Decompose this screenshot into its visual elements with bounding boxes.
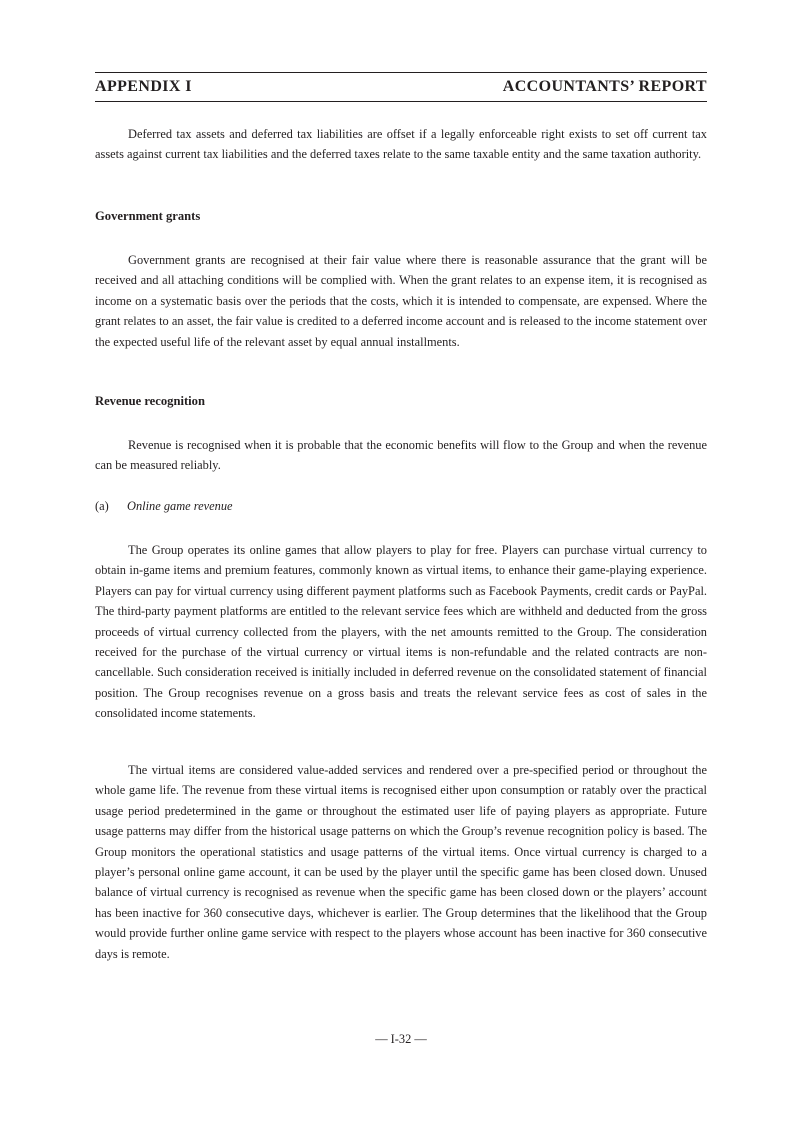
subheading-online-game-revenue bbox=[95, 499, 233, 514]
subheading-number: (a) bbox=[95, 499, 109, 513]
header-report-title: ACCOUNTANTS’ REPORT bbox=[502, 78, 707, 95]
page-number: — I-32 — bbox=[375, 1032, 427, 1046]
paragraph-deferred-tax: Deferred tax assets and deferred tax liabilities are offset if a legally enforceable right exists to set off current tax assets against current tax liabilities and the deferred taxes relate to the same taxable entity and the same taxation authority. bbox=[95, 127, 707, 162]
heading-government-grants: Government grants bbox=[95, 209, 201, 223]
paragraph-government-grants: Government grants are recognised at their fair value where there is reasonable assurance that the grant will be received and all attaching conditions will be complied with. When the grant relates to an expense item, it is recognised as income on a systematic basis over the periods that the costs, which it is intended to compensate, are expensed. Where the grant relates to an asset, the fair value is credited to a deferred income account and is released to the income statement over the expected useful life of the relevant asset by equal annual installments. bbox=[95, 253, 707, 349]
header-bottom-rule bbox=[95, 101, 707, 102]
paragraph-online-game-revenue-1: The Group operates its online games that allow players to play for free. Players can purchase virtual currency to obtain in-game items and premium features, commonly known as virtual items, to enhance their game-playing experience. Players can pay for virtual currency using different payment platforms such as Facebook Payments, credit cards or PayPal. The third-party payment platforms are entitled to the relevant service fees which are withheld and deducted from the gross proceeds of virtual currency collected from the players, with the net amounts remitted to the Group. The consideration received for the purchase of the virtual currency or virtual items is non-refundable and the related contracts are non-cancellable. Such consideration received is initially included in deferred revenue on the consolidated statement of financial position. The Group recognises revenue on a gross basis and treats the relevant service fees as cost of sales in the consolidated income statements. bbox=[95, 543, 707, 721]
page-header bbox=[95, 78, 707, 98]
paragraph-revenue-recognition: Revenue is recognised when it is probable that the economic benefits will flow to the Group and when the revenue can be measured reliably. bbox=[95, 438, 707, 473]
header-appendix-label: APPENDIX I bbox=[95, 78, 192, 95]
paragraph-online-game-revenue-2: The virtual items are considered value-added services and rendered over a pre-specified period or throughout the whole game life. The revenue from these virtual items is recognised either upon consumption or ratably over the practical usage period predetermined in the game or throughout the estimated user life of paying players as appropriate. Future usage patterns may differ from the historical usage patterns on which the Group’s revenue recognition policy is based. The Group monitors the operational statistics and usage patterns of the virtual items. Once virtual currency is charged to a player’s personal online game account, it can be used by the player until the specific game has been closed down. Unused balance of virtual currency is recognised as revenue when the specific game has been closed down or the players’ account has been inactive for 360 consecutive days, whichever is earlier. The Group determines that the likelihood that the Group would provide further online game service with respect to the players whose account has been inactive for 360 consecutive days is remote. bbox=[95, 763, 707, 961]
subheading-title: Online game revenue bbox=[127, 499, 233, 513]
heading-revenue-recognition: Revenue recognition bbox=[95, 394, 205, 408]
header-top-rule bbox=[95, 72, 707, 73]
